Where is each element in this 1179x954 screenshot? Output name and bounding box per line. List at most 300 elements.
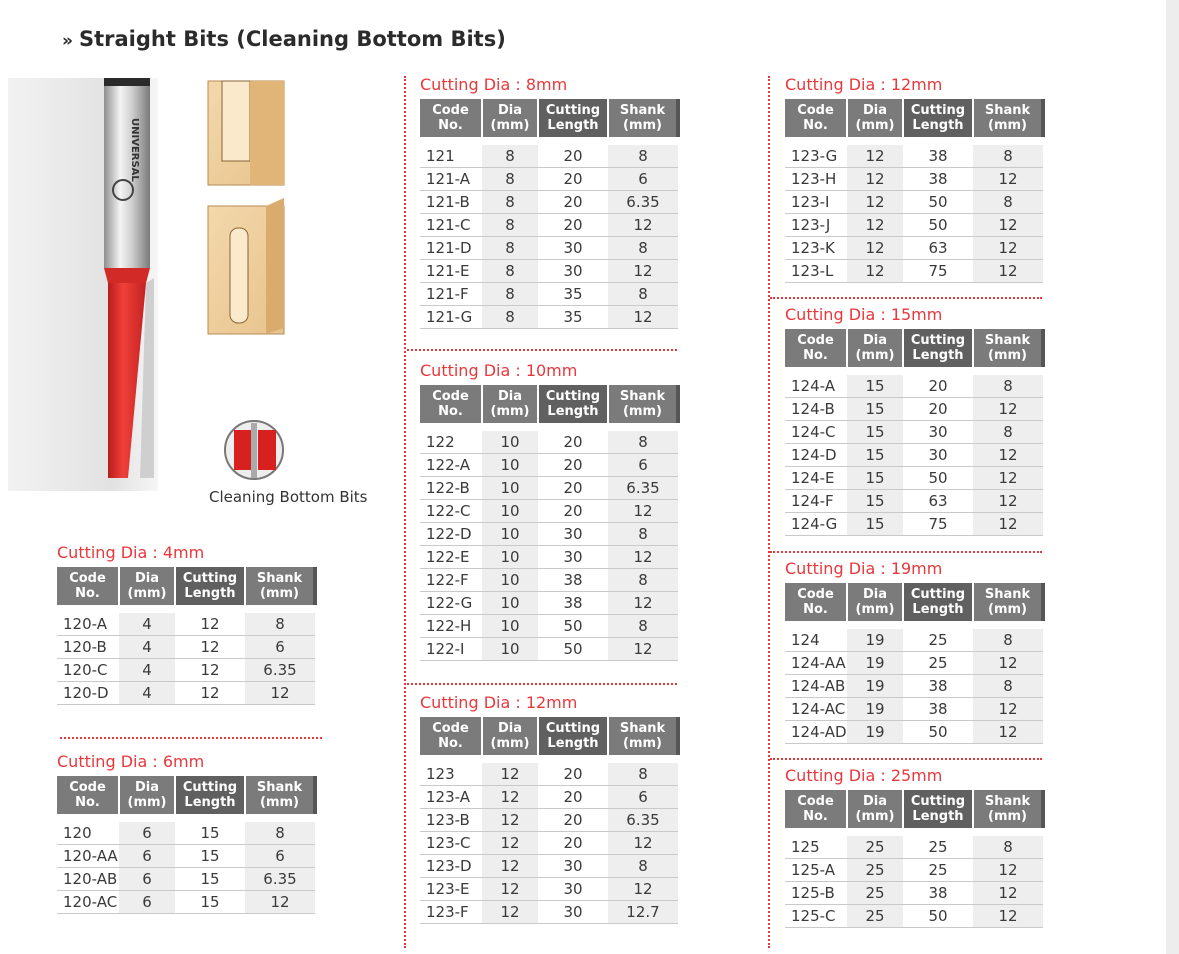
cell-dia: 10 [482, 454, 538, 477]
bit-collar [104, 268, 150, 283]
table-row [57, 682, 315, 705]
table-row [420, 214, 678, 237]
cell-shank: 12 [973, 398, 1043, 421]
cell-shank: 8 [245, 613, 315, 636]
cell-cutting-length: 20 [538, 145, 608, 168]
table-row [785, 721, 1043, 744]
cell-shank: 12.7 [608, 901, 678, 924]
cell-cutting-length: 30 [538, 237, 608, 260]
cell-code: 124-G [785, 513, 847, 536]
cell-shank: 12 [973, 513, 1043, 536]
cell-code: 124-AD [785, 721, 847, 744]
shank [104, 86, 150, 268]
table-row [420, 569, 678, 592]
cell-shank: 12 [608, 638, 678, 661]
cell-code: 123-H [785, 168, 847, 191]
cell-shank: 6.35 [608, 191, 678, 214]
cell-code: 123-G [785, 145, 847, 168]
cell-code: 124-AB [785, 675, 847, 698]
cell-code: 123-J [785, 214, 847, 237]
cell-code: 123-L [785, 260, 847, 283]
cell-cutting-length: 38 [538, 592, 608, 615]
cell-code: 121 [420, 145, 482, 168]
cell-shank: 12 [245, 682, 315, 705]
cell-code: 124-F [785, 490, 847, 513]
table-row [420, 523, 678, 546]
cell-dia: 6 [119, 868, 175, 891]
cell-code: 122-D [420, 523, 482, 546]
column-header-cutting-length: Cutting Length [538, 385, 608, 423]
cell-cutting-length: 12 [175, 659, 245, 682]
cell-shank: 12 [973, 721, 1043, 744]
cell-dia: 10 [482, 477, 538, 500]
spec-table [57, 776, 317, 914]
cell-cutting-length: 50 [903, 721, 973, 744]
cell-cutting-length: 15 [175, 822, 245, 845]
cell-dia: 25 [847, 882, 903, 905]
table-header-row [420, 99, 678, 137]
spec-table [57, 567, 317, 705]
cell-cutting-length: 15 [175, 845, 245, 868]
column-header-cutting-length: Cutting Length [538, 717, 608, 755]
cell-dia: 8 [482, 214, 538, 237]
cell-shank: 6.35 [245, 659, 315, 682]
cell-code: 122-A [420, 454, 482, 477]
column-header-shank: Shank (mm) [973, 583, 1043, 621]
cell-cutting-length: 30 [538, 855, 608, 878]
table-row [785, 905, 1043, 928]
table-row [785, 698, 1043, 721]
cell-dia: 12 [482, 763, 538, 786]
cell-shank: 8 [973, 191, 1043, 214]
cell-shank: 6 [245, 845, 315, 868]
table-row [420, 431, 678, 454]
cell-cutting-length: 35 [538, 283, 608, 306]
cell-shank: 8 [245, 822, 315, 845]
cell-dia: 10 [482, 500, 538, 523]
cell-dia: 12 [482, 878, 538, 901]
cell-code: 121-F [420, 283, 482, 306]
cell-shank: 6 [608, 168, 678, 191]
column-header-code: Code No. [785, 790, 847, 828]
table-row [57, 659, 315, 682]
cell-code: 120-C [57, 659, 119, 682]
cell-dia: 25 [847, 836, 903, 859]
cell-code: 123-E [420, 878, 482, 901]
table-row [785, 375, 1043, 398]
cell-code: 123-C [420, 832, 482, 855]
cell-code: 123-F [420, 901, 482, 924]
table-header-row [785, 790, 1043, 828]
cell-shank: 8 [973, 675, 1043, 698]
cell-shank: 8 [608, 431, 678, 454]
table-row [57, 868, 315, 891]
column-header-code: Code No. [57, 776, 119, 814]
column-header-code: Code No. [785, 99, 847, 137]
column-header-shank: Shank (mm) [245, 776, 315, 814]
table-row [57, 636, 315, 659]
cell-cutting-length: 20 [538, 763, 608, 786]
cell-code: 123-A [420, 786, 482, 809]
table-row [785, 214, 1043, 237]
cell-code: 122-H [420, 615, 482, 638]
spec-table [785, 329, 1045, 536]
cell-dia: 12 [847, 260, 903, 283]
cell-cutting-length: 20 [903, 375, 973, 398]
cell-shank: 6 [608, 454, 678, 477]
cell-shank: 6 [608, 786, 678, 809]
separator-12-15 [770, 297, 1042, 299]
column-header-cutting-length: Cutting Length [903, 583, 973, 621]
cell-code: 124-B [785, 398, 847, 421]
cell-dia: 10 [482, 546, 538, 569]
cell-shank: 6.35 [608, 477, 678, 500]
cell-dia: 12 [482, 832, 538, 855]
column-header-dia: Dia (mm) [847, 583, 903, 621]
pocket-slot [230, 228, 248, 323]
cell-shank: 8 [973, 836, 1043, 859]
column-header-shank: Shank (mm) [973, 790, 1043, 828]
cell-code: 122-I [420, 638, 482, 661]
table-row [785, 237, 1043, 260]
cell-cutting-length: 12 [175, 613, 245, 636]
cell-dia: 19 [847, 675, 903, 698]
separator-15-19 [770, 551, 1042, 553]
column-header-shank: Shank (mm) [608, 717, 678, 755]
cell-cutting-length: 15 [175, 891, 245, 914]
column-header-cutting-length: Cutting Length [903, 329, 973, 367]
column-divider-right [768, 76, 770, 948]
cell-shank: 12 [973, 237, 1043, 260]
cell-shank: 12 [973, 882, 1043, 905]
section-title: Cutting Dia : 8mm [420, 75, 568, 94]
cell-cutting-length: 35 [538, 306, 608, 329]
cell-shank: 8 [608, 145, 678, 168]
cell-dia: 15 [847, 421, 903, 444]
table-row [785, 629, 1043, 652]
cell-code: 120 [57, 822, 119, 845]
cell-shank: 12 [608, 306, 678, 329]
cell-cutting-length: 15 [175, 868, 245, 891]
table-row [420, 592, 678, 615]
cell-dia: 10 [482, 638, 538, 661]
cell-dia: 6 [119, 845, 175, 868]
cell-shank: 12 [608, 260, 678, 283]
cell-code: 125-B [785, 882, 847, 905]
title-chevron: » [62, 31, 73, 51]
cell-shank: 8 [608, 855, 678, 878]
cell-dia: 19 [847, 652, 903, 675]
cell-cutting-length: 20 [538, 786, 608, 809]
table-header-row [785, 99, 1043, 137]
table-row [420, 237, 678, 260]
cell-dia: 10 [482, 592, 538, 615]
table-row [420, 477, 678, 500]
cell-shank: 8 [973, 145, 1043, 168]
table-row [785, 191, 1043, 214]
cell-cutting-length: 38 [903, 168, 973, 191]
cell-shank: 8 [608, 763, 678, 786]
cell-dia: 12 [482, 786, 538, 809]
table-row [420, 638, 678, 661]
section-title: Cutting Dia : 4mm [57, 543, 205, 562]
cell-shank: 12 [973, 698, 1043, 721]
cell-shank: 12 [973, 859, 1043, 882]
table-row [420, 283, 678, 306]
cell-code: 121-C [420, 214, 482, 237]
cell-code: 121-D [420, 237, 482, 260]
cell-cutting-length: 12 [175, 636, 245, 659]
table-header-row [420, 385, 678, 423]
cell-dia: 15 [847, 375, 903, 398]
cell-cutting-length: 63 [903, 237, 973, 260]
column-header-shank: Shank (mm) [973, 329, 1043, 367]
product-hero [8, 78, 400, 491]
cell-dia: 15 [847, 467, 903, 490]
section-dia-6mm [57, 752, 317, 914]
column-header-dia: Dia (mm) [119, 776, 175, 814]
cell-shank: 12 [973, 168, 1043, 191]
cell-cutting-length: 38 [903, 145, 973, 168]
cell-cutting-length: 25 [903, 836, 973, 859]
table-row [785, 652, 1043, 675]
page-title-text: Straight Bits (Cleaning Bottom Bits) [78, 27, 506, 51]
table-row [420, 901, 678, 924]
cell-shank: 8 [608, 523, 678, 546]
brand-logo: UNIVERSAL [129, 118, 140, 182]
cell-cutting-length: 38 [538, 569, 608, 592]
cell-dia: 15 [847, 490, 903, 513]
cell-cutting-length: 50 [903, 214, 973, 237]
cell-shank: 6.35 [608, 809, 678, 832]
cell-shank: 12 [973, 444, 1043, 467]
table-row [420, 454, 678, 477]
cell-dia: 10 [482, 431, 538, 454]
table-row [785, 882, 1043, 905]
table-row [420, 878, 678, 901]
cell-dia: 8 [482, 168, 538, 191]
cell-shank: 12 [608, 214, 678, 237]
cell-cutting-length: 30 [538, 260, 608, 283]
cell-dia: 15 [847, 513, 903, 536]
cell-shank: 8 [973, 629, 1043, 652]
cell-shank: 12 [608, 546, 678, 569]
pocket-sample-side [266, 198, 284, 334]
cell-cutting-length: 20 [903, 398, 973, 421]
cell-dia: 25 [847, 859, 903, 882]
cell-cutting-length: 25 [903, 629, 973, 652]
spec-table [785, 583, 1045, 744]
cell-code: 123-I [785, 191, 847, 214]
table-row [785, 145, 1043, 168]
cell-cutting-length: 20 [538, 454, 608, 477]
cell-shank: 8 [608, 283, 678, 306]
cell-cutting-length: 25 [903, 859, 973, 882]
section-title: Cutting Dia : 19mm [785, 559, 943, 578]
cell-code: 120-A [57, 613, 119, 636]
cell-cutting-length: 30 [903, 421, 973, 444]
cell-cutting-length: 20 [538, 832, 608, 855]
section-dia-8mm [420, 75, 680, 329]
separator-10-12 [407, 683, 677, 685]
cell-cutting-length: 50 [538, 638, 608, 661]
column-header-shank: Shank (mm) [245, 567, 315, 605]
column-header-dia: Dia (mm) [847, 99, 903, 137]
cell-shank: 12 [973, 467, 1043, 490]
cell-dia: 10 [482, 615, 538, 638]
cell-cutting-length: 50 [903, 467, 973, 490]
cell-dia: 8 [482, 260, 538, 283]
cell-code: 124-C [785, 421, 847, 444]
page-title [62, 27, 506, 51]
cleaning-bottom-bit-icon [225, 421, 283, 479]
cell-dia: 10 [482, 523, 538, 546]
cell-code: 123 [420, 763, 482, 786]
cell-cutting-length: 75 [903, 260, 973, 283]
cell-dia: 15 [847, 398, 903, 421]
table-header-row [420, 717, 678, 755]
cell-shank: 12 [608, 878, 678, 901]
cell-cutting-length: 30 [538, 523, 608, 546]
table-row [420, 809, 678, 832]
cell-code: 125 [785, 836, 847, 859]
table-row [420, 786, 678, 809]
cell-shank: 12 [973, 490, 1043, 513]
cell-code: 124-AC [785, 698, 847, 721]
slot-sample-side [250, 81, 284, 185]
table-header-row [57, 776, 315, 814]
table-row [420, 306, 678, 329]
cell-code: 124-D [785, 444, 847, 467]
cell-code: 124-A [785, 375, 847, 398]
cell-dia: 8 [482, 283, 538, 306]
cell-dia: 4 [119, 636, 175, 659]
cell-cutting-length: 50 [903, 191, 973, 214]
table-row [420, 832, 678, 855]
cell-dia: 6 [119, 822, 175, 845]
cell-cutting-length: 30 [538, 878, 608, 901]
cell-code: 122-E [420, 546, 482, 569]
spec-table [420, 717, 680, 924]
cell-cutting-length: 25 [903, 652, 973, 675]
cell-code: 124-AA [785, 652, 847, 675]
cell-shank: 12 [973, 214, 1043, 237]
section-title: Cutting Dia : 6mm [57, 752, 205, 771]
cell-cutting-length: 50 [903, 905, 973, 928]
cell-shank: 12 [608, 592, 678, 615]
column-header-dia: Dia (mm) [482, 99, 538, 137]
cell-shank: 8 [608, 237, 678, 260]
cell-cutting-length: 20 [538, 809, 608, 832]
cutting-flute [108, 283, 146, 478]
cell-dia: 25 [847, 905, 903, 928]
table-row [57, 845, 315, 868]
cell-code: 122 [420, 431, 482, 454]
cell-code: 121-A [420, 168, 482, 191]
cell-cutting-length: 20 [538, 168, 608, 191]
cell-code: 120-D [57, 682, 119, 705]
section-dia-4mm [57, 543, 317, 705]
slot-groove [222, 81, 250, 161]
cell-dia: 10 [482, 569, 538, 592]
cell-code: 125-A [785, 859, 847, 882]
section-dia-10mm [420, 361, 680, 661]
cell-cutting-length: 20 [538, 477, 608, 500]
cell-dia: 12 [847, 191, 903, 214]
table-row [57, 822, 315, 845]
cell-shank: 8 [608, 615, 678, 638]
cell-code: 124 [785, 629, 847, 652]
table-header-row [785, 329, 1043, 367]
cell-code: 122-C [420, 500, 482, 523]
cell-cutting-length: 20 [538, 431, 608, 454]
column-header-dia: Dia (mm) [482, 717, 538, 755]
column-header-cutting-length: Cutting Length [538, 99, 608, 137]
shank-cap [104, 78, 150, 87]
column-header-cutting-length: Cutting Length [903, 99, 973, 137]
table-row [420, 145, 678, 168]
section-dia-15mm [785, 305, 1045, 536]
cell-dia: 12 [847, 214, 903, 237]
table-row [785, 513, 1043, 536]
cell-cutting-length: 30 [538, 546, 608, 569]
cell-cutting-length: 63 [903, 490, 973, 513]
cell-dia: 19 [847, 721, 903, 744]
cell-cutting-length: 75 [903, 513, 973, 536]
table-row [785, 398, 1043, 421]
icon-caption: Cleaning Bottom Bits [209, 488, 368, 506]
cell-code: 120-AA [57, 845, 119, 868]
table-row [420, 763, 678, 786]
cell-shank: 6 [245, 636, 315, 659]
section-title: Cutting Dia : 12mm [785, 75, 943, 94]
cell-code: 122-F [420, 569, 482, 592]
cell-shank: 12 [608, 500, 678, 523]
section-title: Cutting Dia : 10mm [420, 361, 578, 380]
table-row [785, 675, 1043, 698]
column-header-dia: Dia (mm) [847, 790, 903, 828]
spec-table [420, 385, 680, 661]
router-bit-illustration [8, 78, 400, 491]
table-row [420, 168, 678, 191]
table-header-row [785, 583, 1043, 621]
section-dia-25mm [785, 766, 1045, 928]
cell-cutting-length: 30 [538, 901, 608, 924]
table-row [785, 859, 1043, 882]
cell-dia: 12 [847, 168, 903, 191]
cell-dia: 19 [847, 629, 903, 652]
cell-dia: 12 [482, 901, 538, 924]
cell-shank: 12 [245, 891, 315, 914]
cell-code: 123-B [420, 809, 482, 832]
section-title: Cutting Dia : 15mm [785, 305, 943, 324]
column-header-code: Code No. [57, 567, 119, 605]
cell-shank: 8 [608, 569, 678, 592]
cell-dia: 4 [119, 682, 175, 705]
column-header-code: Code No. [420, 385, 482, 423]
cell-dia: 8 [482, 306, 538, 329]
cell-cutting-length: 50 [538, 615, 608, 638]
table-row [420, 191, 678, 214]
cell-code: 120-B [57, 636, 119, 659]
table-row [420, 615, 678, 638]
cell-shank: 8 [973, 421, 1043, 444]
table-row [57, 891, 315, 914]
spec-table [785, 790, 1045, 928]
separator-8-10 [407, 349, 677, 351]
section-dia-19mm [785, 559, 1045, 744]
cell-cutting-length: 30 [903, 444, 973, 467]
